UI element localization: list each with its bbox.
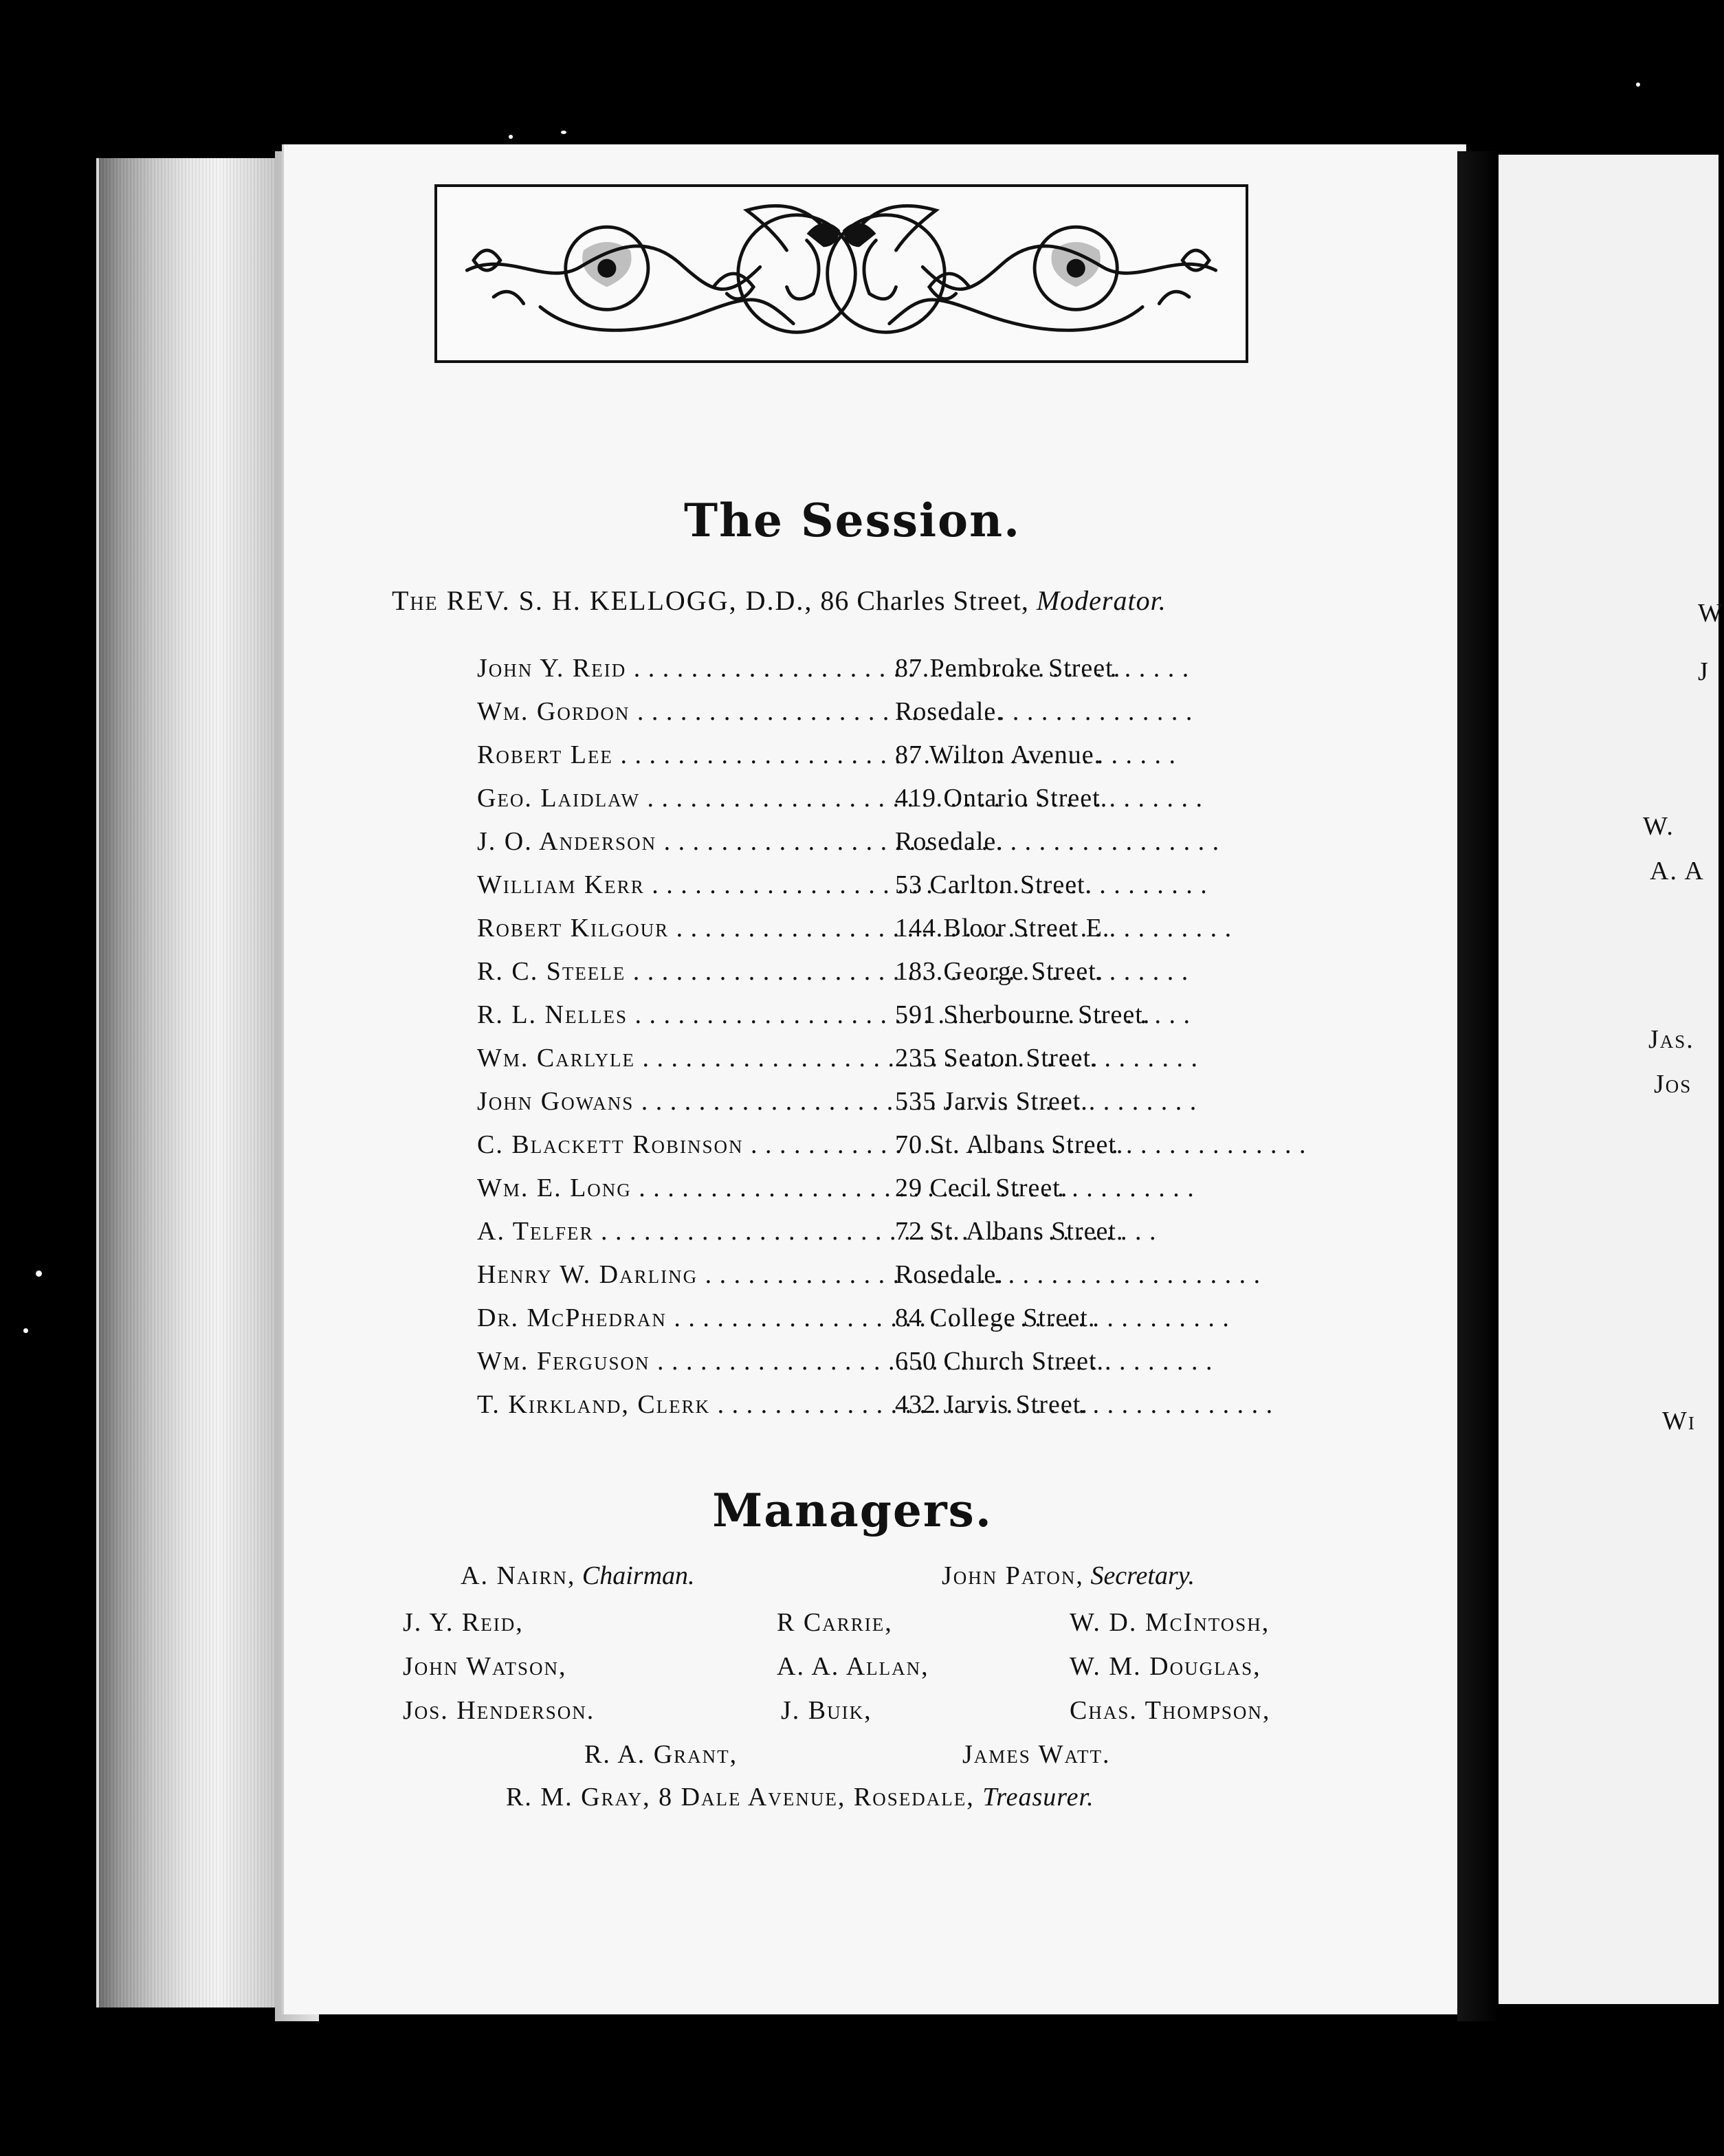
- secretary-role: Secretary.: [1090, 1561, 1195, 1590]
- member-name: Henry W. Darling . . .: [477, 1260, 895, 1290]
- list-item: [477, 1173, 1068, 1214]
- manager-name: Chas. Thompson,: [1070, 1696, 1271, 1725]
- member-address: 53 Carlton Street.: [895, 870, 1093, 899]
- manager-name: R Carrie,: [777, 1608, 893, 1637]
- treasurer-role: Treasurer.: [982, 1783, 1094, 1812]
- member-name: Geo. Laidlaw . . .: [477, 783, 895, 813]
- member-address: 29 Cecil Street.: [895, 1174, 1068, 1202]
- member-address: 84 College Street.: [895, 1304, 1096, 1332]
- facing-text-4: A. A: [1650, 857, 1705, 886]
- chairman-line: [461, 1561, 695, 1591]
- member-name: Dr. McPhedran . . .: [477, 1303, 895, 1333]
- member-address: 432 Jarvis Street.: [895, 1390, 1088, 1419]
- manager-name: Jos. Henderson.: [403, 1696, 595, 1725]
- manager-name: W. M. Douglas,: [1070, 1652, 1261, 1681]
- member-address: 535 Jarvis Street.: [895, 1087, 1088, 1116]
- chairman-role: Chairman.: [582, 1561, 695, 1590]
- secretary-name: John Paton,: [942, 1561, 1084, 1590]
- member-address: 591 Sherbourne Street.: [895, 1000, 1151, 1029]
- member-name: J. O. Anderson . . .: [477, 826, 895, 857]
- member-name: Wm. E. Long . . .: [477, 1173, 895, 1203]
- facing-text-2: J: [1698, 657, 1710, 686]
- member-name: A. Telfer . . .: [477, 1216, 895, 1246]
- list-item: [477, 1043, 1098, 1084]
- manager-name: R. A. Grant,: [584, 1740, 738, 1769]
- manager-name: A. A. Allan,: [777, 1652, 929, 1681]
- member-address: 144 Bloor Street E.: [895, 914, 1110, 943]
- member-address: Rosedale.: [895, 827, 1004, 856]
- manager-name: W. D. McIntosh,: [1070, 1608, 1270, 1637]
- facing-page: [1499, 155, 1724, 2004]
- manager-name: John Watson,: [403, 1652, 567, 1681]
- list-item: [477, 870, 1092, 911]
- list-item: [477, 956, 1103, 998]
- member-name: R. C. Steele . . .: [477, 956, 895, 987]
- member-name: William Kerr . . .: [477, 870, 895, 900]
- facing-text-6: Jos: [1654, 1070, 1692, 1099]
- facing-text-1: W: [1698, 599, 1724, 628]
- list-item: [477, 696, 1004, 738]
- member-address: 72 St. Albans Street.: [895, 1217, 1124, 1246]
- list-item: [477, 913, 1109, 954]
- list-item: [477, 1086, 1088, 1128]
- dust-speck: [36, 1270, 42, 1277]
- member-name: T. Kirkland, Clerk . . .: [477, 1389, 895, 1420]
- member-address: 183 George Street.: [895, 957, 1104, 986]
- member-name: R. L. Nelles . . .: [477, 1000, 895, 1030]
- moderator-role: Moderator.: [1036, 585, 1167, 616]
- member-address: 87 Pembroke Street.: [895, 654, 1121, 683]
- list-item: [477, 826, 1004, 868]
- dust-speck: [1636, 82, 1640, 87]
- treasurer-text: R. M. Gray, 8 Dale Avenue, Rosedale,: [506, 1783, 983, 1812]
- dust-speck: [561, 131, 566, 134]
- chairman-name: A. Nairn,: [461, 1561, 576, 1590]
- member-address: 650 Church Street.: [895, 1347, 1105, 1376]
- list-item: [477, 1346, 1104, 1387]
- facing-text-7: Wi: [1662, 1407, 1696, 1436]
- ornamental-headpiece: [434, 184, 1248, 363]
- managers-title: Managers.: [712, 1484, 993, 1537]
- facing-text-5: Jas.: [1648, 1025, 1694, 1054]
- manager-name: J. Y. Reid,: [403, 1608, 524, 1637]
- secretary-line: [942, 1561, 1195, 1591]
- member-name: Wm. Ferguson . . .: [477, 1346, 895, 1376]
- list-item: [477, 740, 1101, 781]
- member-name: C. Blackett Robinson . . .: [477, 1130, 895, 1160]
- member-name: Robert Kilgour . . .: [477, 913, 895, 943]
- member-address: 419 Ontario Street.: [895, 784, 1108, 813]
- facing-text-3: W.: [1643, 812, 1675, 841]
- list-item: [477, 1260, 1004, 1301]
- list-item: [477, 1000, 1150, 1041]
- list-item: [477, 1130, 1123, 1171]
- manager-name: James Watt.: [962, 1740, 1111, 1769]
- member-name: Robert Lee . . .: [477, 740, 895, 770]
- list-item: [477, 1303, 1095, 1344]
- list-item: [477, 783, 1107, 824]
- manager-name: J. Buik,: [781, 1696, 872, 1725]
- member-address: 87 Wilton Avenue.: [895, 740, 1102, 769]
- list-item: [477, 653, 1120, 694]
- moderator-name: The REV. S. H. KELLOGG, D.D.,: [392, 585, 813, 616]
- list-item: [477, 1216, 1123, 1257]
- member-address: 235 Seaton Street.: [895, 1044, 1098, 1072]
- member-name: John Gowans . . .: [477, 1086, 895, 1116]
- member-address: Rosedale.: [895, 1260, 1004, 1289]
- member-address: 70 St. Albans Street.: [895, 1130, 1124, 1159]
- moderator-line: [392, 584, 1167, 617]
- member-name: John Y. Reid . . .: [477, 653, 895, 683]
- member-address: Rosedale.: [895, 697, 1004, 726]
- ornament-vine-icon: [437, 187, 1246, 360]
- dust-speck: [23, 1328, 28, 1333]
- treasurer-line: [506, 1782, 1094, 1812]
- list-item: [477, 1389, 1088, 1431]
- member-name: Wm. Carlyle . . .: [477, 1043, 895, 1073]
- moderator-address: 86 Charles Street,: [813, 585, 1037, 616]
- member-name: Wm. Gordon . . .: [477, 696, 895, 727]
- book-gutter: [1457, 151, 1499, 2021]
- dust-speck: [509, 135, 513, 139]
- session-title: The Session.: [683, 494, 1021, 547]
